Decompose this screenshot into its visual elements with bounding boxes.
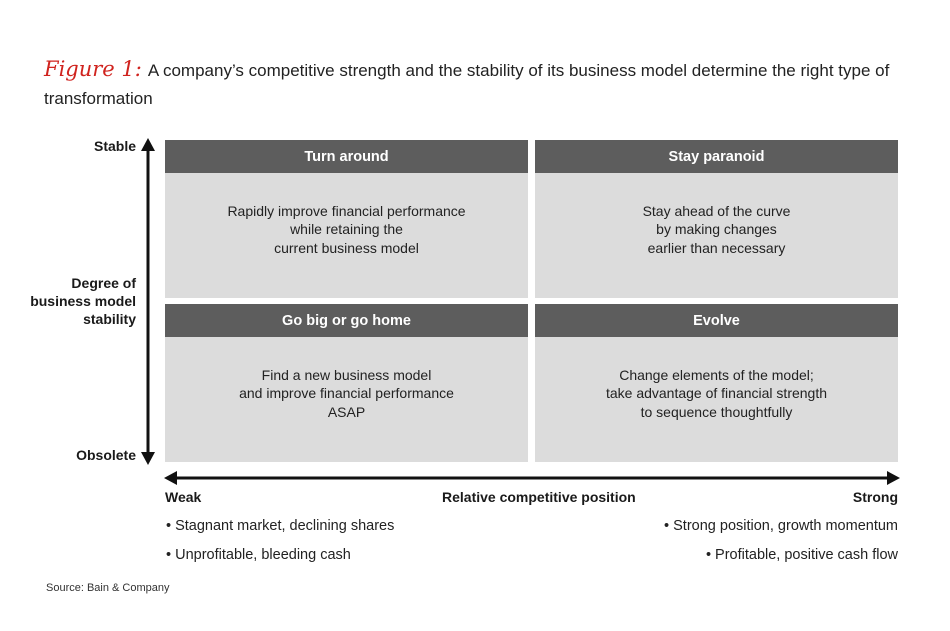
horizontal-axis-arrow (164, 470, 900, 486)
bullet-item: • Unprofitable, bleeding cash (166, 547, 351, 563)
vertical-axis-arrow (140, 138, 156, 465)
quadrant-turn-around (165, 140, 528, 298)
figure-title (44, 55, 924, 113)
weak-bullet-list (166, 512, 394, 570)
quadrant-header: Evolve (535, 304, 898, 337)
x-axis-title: Relative competitive position (442, 489, 636, 505)
figure-label: Figure 1: (44, 57, 142, 81)
quadrant-body (535, 337, 898, 462)
bullet-item: • Profitable, positive cash flow (705, 547, 898, 563)
quadrant-header: Turn around (165, 140, 528, 173)
bullet-item: • Strong position, growth momentum (664, 518, 898, 534)
x-axis-left-label: Weak (165, 489, 202, 505)
source-note: Source: Bain & Company (46, 582, 170, 594)
quadrant-evolve (535, 304, 898, 462)
quadrant-stay-paranoid (535, 140, 898, 298)
y-axis-title: Degree of business model stability (30, 275, 136, 327)
bullet-item: • Stagnant market, declining shares (166, 518, 395, 534)
y-axis-bottom-label: Obsolete (76, 447, 136, 463)
quadrant-header: Stay paranoid (535, 140, 898, 173)
quadrant-go-big-or-go-home (165, 304, 528, 462)
quadrant-body (535, 173, 898, 298)
figure-title-text: A company’s competitive strength and the stability of its business model determine the right type of transformation (44, 61, 890, 108)
quadrant-body (165, 337, 528, 462)
quadrant-text: Rapidly improve financial performance while retaining the current business model (227, 202, 466, 256)
quadrant-header: Go big or go home (165, 304, 528, 337)
x-axis-right-label: Strong (852, 489, 898, 505)
quadrant-text: Find a new business model and improve financial performance ASAP (239, 366, 454, 420)
strong-bullet-list (664, 512, 898, 570)
quadrant-text: Change elements of the model; take advantage of financial strength to sequence thoughtfully (605, 366, 828, 420)
y-axis-top-label: Stable (93, 138, 136, 154)
quadrant-text: Stay ahead of the curve by making changes earlier than necessary (642, 202, 791, 256)
quadrant-body (165, 173, 528, 298)
